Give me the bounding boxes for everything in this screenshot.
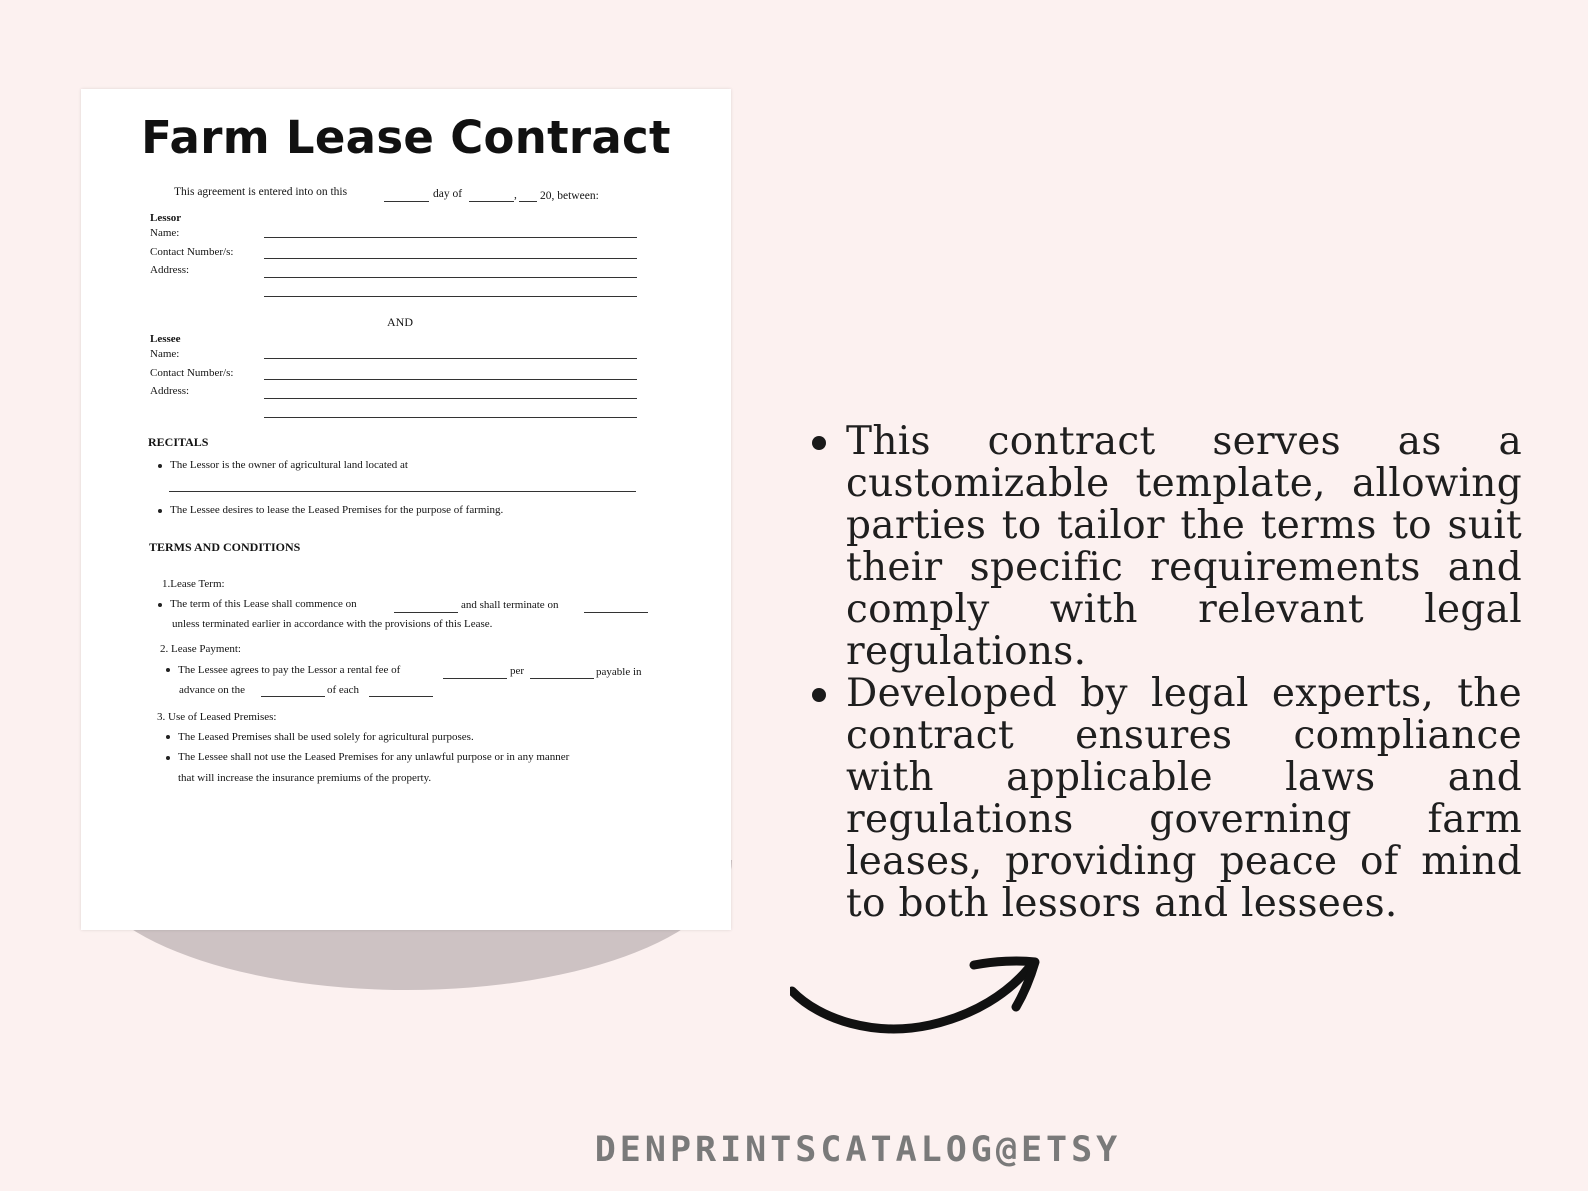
lessor-heading: Lessor <box>150 212 182 224</box>
contract-page <box>81 89 731 930</box>
and-label: AND <box>387 315 413 329</box>
lease-payment-of-each: of each <box>327 684 360 696</box>
lessee-name-line <box>264 358 637 359</box>
payment-unit-blank <box>369 696 433 697</box>
use-premises-item-1: The Leased Premises shall be used solely for agricultural purposes. <box>178 731 474 743</box>
lease-payment-advance: advance on the <box>179 684 245 696</box>
lessor-contact-label: Contact Number/s: <box>150 246 234 258</box>
lease-payment-title: 2. Lease Payment: <box>160 643 241 655</box>
lessee-name-label: Name: <box>150 348 180 360</box>
day-blank <box>384 201 429 202</box>
intro-day-of: day of <box>433 188 463 200</box>
description-bullet-1: This contract serves as a customizable template, allowing parties to tailor the terms to suit their specific requirements and comply with relevant legal regulations. <box>812 421 1522 673</box>
lease-payment-bullet <box>166 668 170 672</box>
lease-payment-payable: payable in <box>596 666 642 678</box>
date-blank <box>519 201 537 202</box>
payment-period-blank <box>530 678 594 679</box>
lessee-contact-label: Contact Number/s: <box>150 367 234 379</box>
use-premises-bullet-2 <box>166 756 170 760</box>
recital-bullet-1 <box>158 464 162 468</box>
lessor-name-label: Name: <box>150 227 180 239</box>
lease-payment-per: per <box>510 665 525 677</box>
lessor-address-line-2 <box>264 296 637 297</box>
lessee-address-label: Address: <box>150 385 190 397</box>
footer-watermark: DENPRINTSCATALOG@ETSY <box>594 1130 1122 1170</box>
month-blank <box>469 201 514 202</box>
terminate-date-blank <box>584 612 648 613</box>
recitals-heading: RECITALS <box>148 435 209 449</box>
terms-heading: TERMS AND CONDITIONS <box>149 540 301 554</box>
lessee-address-line-2 <box>264 417 637 418</box>
rental-fee-blank <box>443 678 507 679</box>
lessor-name-line <box>264 237 637 238</box>
lease-term-bullet <box>158 603 162 607</box>
lease-payment-agrees: The Lessee agrees to pay the Lessor a rental fee of <box>178 664 401 676</box>
recital-bullet-2 <box>158 509 162 513</box>
recital-item-2: The Lessee desires to lease the Leased Premises for the purpose of farming. <box>170 504 504 516</box>
lessor-address-line <box>264 277 637 278</box>
lessor-contact-line <box>264 258 637 259</box>
lessor-address-label: Address: <box>150 264 190 276</box>
lessee-address-line <box>264 398 637 399</box>
lessee-contact-line <box>264 379 637 380</box>
lease-term-unless: unless terminated earlier in accordance with the provisions of this Lease. <box>172 618 493 630</box>
curved-arrow-icon <box>790 945 1060 1055</box>
lease-term-commence: The term of this Lease shall commence on <box>170 598 357 610</box>
lease-term-title: 1.Lease Term: <box>162 578 225 590</box>
contract-title: Farm Lease Contract <box>141 111 671 164</box>
intro-comma: , <box>514 189 517 201</box>
intro-text: This agreement is entered into on this <box>174 186 348 198</box>
description-bullet-2: Developed by legal experts, the contract ensures compliance with applicable laws and regulations governing farm leases, providing peace of mind to both lessors and lessees. <box>812 673 1522 925</box>
use-premises-item-2b: that will increase the insurance premiums of the property. <box>178 772 432 784</box>
use-premises-item-2a: The Lessee shall not use the Leased Premises for any unlawful purpose or in any manner <box>178 751 570 763</box>
recital-item-1: The Lessor is the owner of agricultural land located at <box>170 459 408 471</box>
intro-year: 20, between: <box>540 190 599 202</box>
commence-date-blank <box>394 612 458 613</box>
lease-term-terminate: and shall terminate on <box>461 599 559 611</box>
description-bullets <box>812 421 1522 925</box>
use-premises-bullet-1 <box>166 735 170 739</box>
land-location-line <box>169 491 636 492</box>
payment-day-blank <box>261 696 325 697</box>
lessee-heading: Lessee <box>150 333 181 345</box>
use-premises-title: 3. Use of Leased Premises: <box>157 711 277 723</box>
